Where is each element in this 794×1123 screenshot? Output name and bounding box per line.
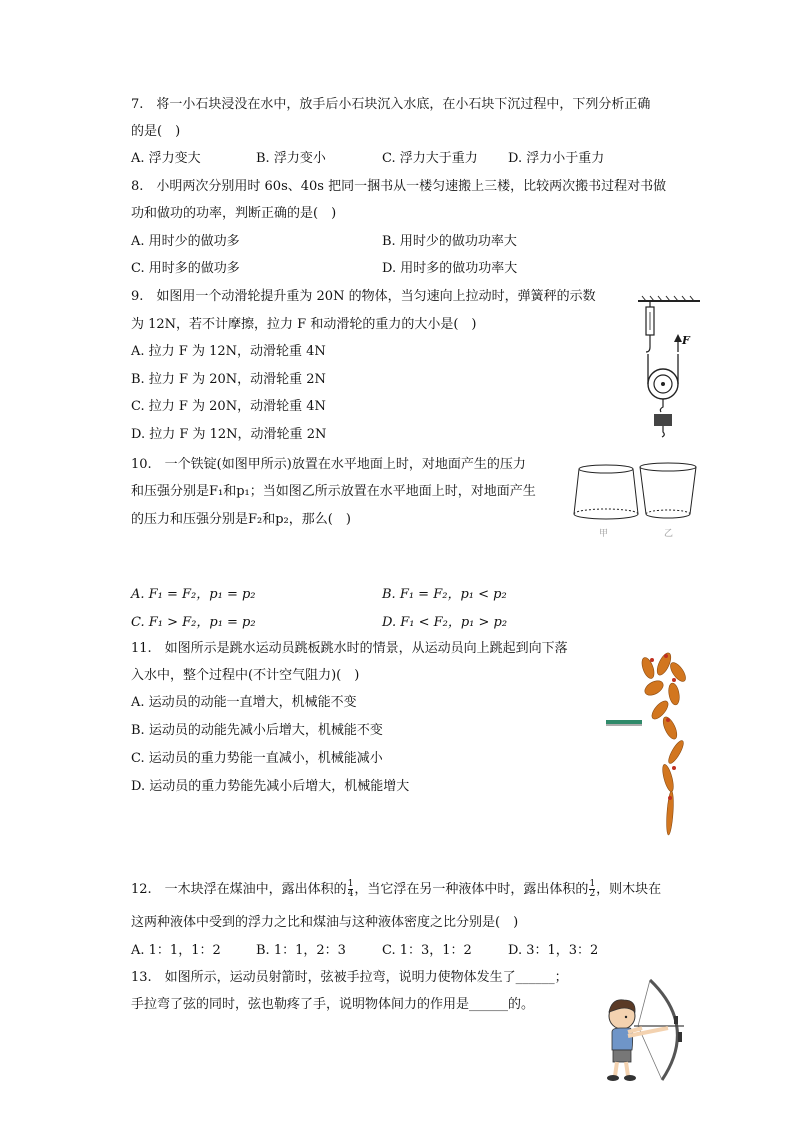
q7-line-2: 的是( ) — [131, 124, 181, 139]
fraction-one-quarter: $\frac{1}{4}$ — [347, 879, 354, 899]
q9-option-d: D. 拉力 F 为 12N，动滑轮重 2N — [131, 427, 327, 442]
q7-option-d: D. 浮力小于重力 — [508, 151, 605, 166]
label-yi: 乙 — [664, 529, 674, 539]
q12-option-a: A. 1：1，1：2 — [131, 943, 221, 958]
q8-option-c: C. 用时多的做功多 — [131, 261, 240, 276]
q9-option-b: B. 拉力 F 为 20N，动滑轮重 2N — [131, 372, 326, 387]
q12-option-b: B. 1：1，2：3 — [256, 943, 346, 958]
q7-option-a: A. 浮力变大 — [131, 151, 201, 166]
q8-option-a: A. 用时少的做功多 — [131, 234, 240, 249]
q7-option-c: C. 浮力大于重力 — [382, 151, 478, 166]
fraction-one-half: $\frac{1}{2}$ — [589, 879, 596, 899]
pulley-figure — [628, 292, 708, 440]
iron-ingot-figure — [572, 458, 700, 542]
q12-text-b: ，当它浮在另一种液体中时，露出体积的 — [354, 882, 589, 897]
q12-option-d: D. 3：1，3：2 — [508, 943, 599, 958]
q13-line-1: 13. 如图所示，运动员射箭时，弦被手拉弯，说明力使物体发生了______； — [131, 970, 568, 985]
q8-line-1: 8. 小明两次分别用时 60s、40s 把同一捆书从一楼匀速搬上三楼，比较两次搬书过程对书做 — [131, 179, 667, 194]
label-jia: 甲 — [599, 529, 609, 539]
ingot-yi — [640, 463, 696, 518]
q12-text-a: 12. 一木块浮在煤油中，露出体积的 — [131, 882, 347, 897]
q10-option-b: B. F₁ = F₂，p₁ < p₂ — [382, 587, 507, 602]
q13-line-2: 手拉弯了弦的同时，弦也勒疼了手，说明物体间力的作用是______的。 — [131, 997, 535, 1012]
q9-option-c: C. 拉力 F 为 20N，动滑轮重 4N — [131, 399, 326, 414]
q11-option-c: C. 运动员的重力势能一直减小，机械能减小 — [131, 751, 383, 766]
q12-text-c: ，则木块在 — [596, 882, 662, 897]
q11-option-b: B. 运动员的动能先减小后增大，机械能不变 — [131, 723, 383, 738]
q9-line-1: 9. 如图用一个动滑轮提升重为 20N 的物体，当匀速向上拉动时，弹簧秤的示数 — [131, 289, 596, 304]
archer-figure — [598, 976, 698, 1086]
diver-figure — [604, 650, 698, 840]
q9-line-2: 为 12N，若不计摩擦，拉力 F 和动滑轮的重力的大小是( ) — [131, 317, 477, 332]
q10-option-c: C. F₁ > F₂，p₁ = p₂ — [131, 615, 256, 630]
q10-option-d: D. F₁ < F₂，p₁ > p₂ — [382, 615, 508, 630]
q11-line-1: 11. 如图所示是跳水运动员跳板跳水时的情景，从运动员向上跳起到向下落 — [131, 641, 568, 656]
q10-line-1: 10. 一个铁锭(如图甲所示)放置在水平地面上时，对地面产生的压力 — [131, 457, 526, 472]
force-f-label: F — [682, 334, 690, 347]
q8-option-b: B. 用时少的做功功率大 — [382, 234, 517, 249]
q9-option-a: A. 拉力 F 为 12N，动滑轮重 4N — [131, 344, 326, 359]
q8-line-2: 功和做功的功率，判断正确的是( ) — [131, 206, 337, 221]
q8-option-d: D. 用时多的做功功率大 — [382, 261, 518, 276]
q10-line-2: 和压强分别是F₁和p₁；当如图乙所示放置在水平地面上时，对地面产生 — [131, 484, 536, 499]
q7-line-1: 7. 将一小石块浸没在水中，放手后小石块沉入水底，在小石块下沉过程中，下列分析正确 — [131, 97, 651, 112]
q11-option-d: D. 运动员的重力势能先减小后增大，机械能增大 — [131, 779, 410, 794]
q7-option-b: B. 浮力变小 — [256, 151, 326, 166]
q12-line-1 — [131, 878, 661, 902]
ingot-jia — [574, 465, 638, 519]
q12-option-c: C. 1：3，1：2 — [382, 943, 472, 958]
q11-line-2: 入水中，整个过程中(不计空气阻力)( ) — [131, 668, 360, 683]
q11-option-a: A. 运动员的动能一直增大，机械能不变 — [131, 695, 357, 710]
q12-line-2: 这两种液体中受到的浮力之比和煤油与这种液体密度之比分别是( ) — [131, 915, 519, 930]
q10-option-a: A. F₁ = F₂，p₁ = p₂ — [131, 587, 256, 602]
q10-line-3: 的压力和压强分别是F₂和p₂，那么( ) — [131, 512, 351, 527]
